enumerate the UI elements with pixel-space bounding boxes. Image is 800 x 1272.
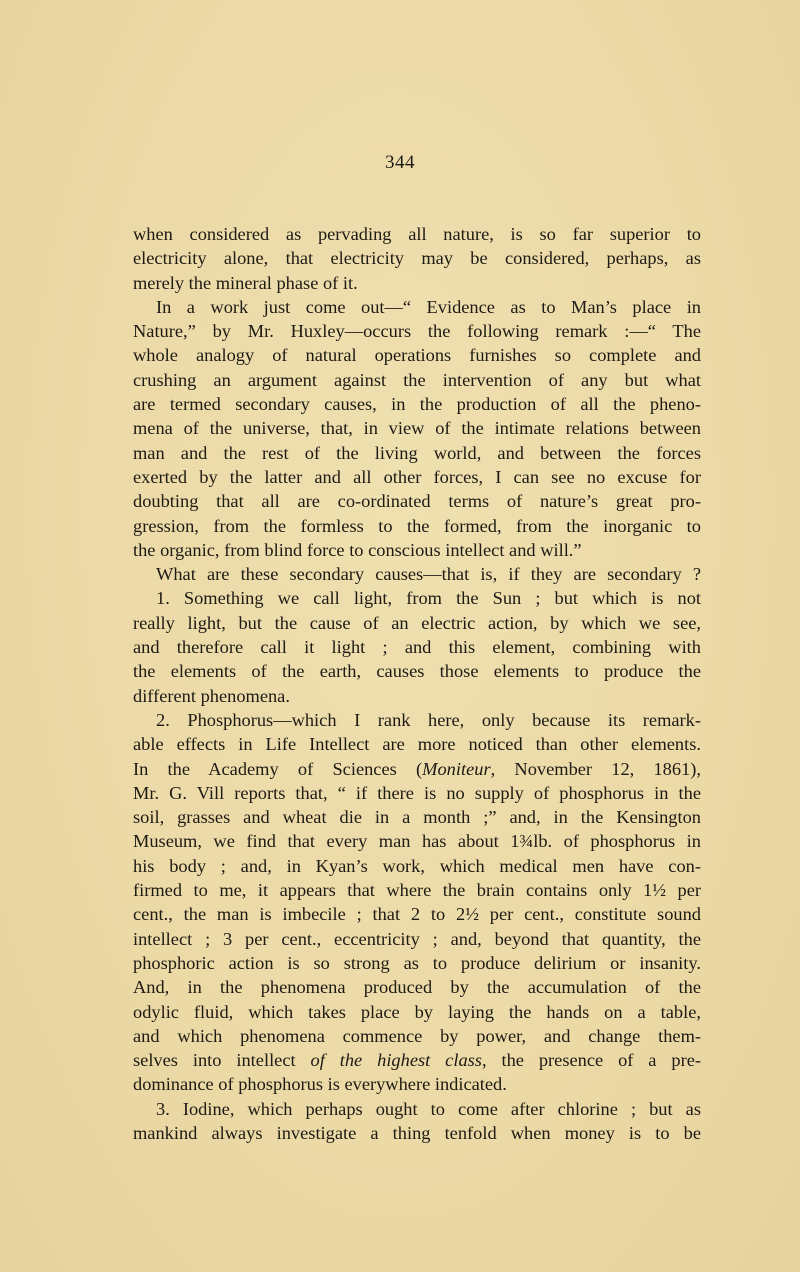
text-line: phosphoric action is so strong as to produce delirium or insanity. [133,952,701,973]
text-segment: selves into intellect [133,1050,311,1071]
text-line: cent., the man is imbecile ; that 2 to 2½ per cent., constitute sound [133,904,701,925]
text-line: whole analogy of natural operations furnishes so complete and [133,345,701,366]
text-line: are termed secondary causes, in the production of all the pheno- [133,394,701,415]
text-line: electricity alone, that electricity may be considered, perhaps, as [133,248,701,269]
text-line: really light, but the cause of an electric action, by which we see, [133,612,701,633]
text-line: and therefore call it light ; and this element, combining with [133,637,701,658]
text-segment: , the presence of a pre- [481,1050,701,1071]
text-line: the organic, from blind force to conscious intellect and will.” [133,539,582,560]
text-line: And, in the phenomena produced by the accumulation of the [133,977,701,998]
text-line: firmed to me, it appears that where the brain contains only 1½ per [133,880,701,901]
text-line: odylic fluid, which takes place by laying the hands on a table, [133,1001,701,1022]
text-line: merely the mineral phase of it. [133,272,358,293]
text-line: 1. Something we call light, from the Sun ; but which is not [156,588,701,609]
text-line: crushing an argument against the intervention of any but what [133,369,701,390]
text-line: Museum, we find that every man has about 1¾lb. of phosphorus in [133,831,701,852]
text-line: mankind always investigate a thing tenfold when money is to be [133,1122,701,1143]
text-line: dominance of phosphorus is everywhere indicated. [133,1074,507,1095]
body-text [133,222,701,1145]
text-line: Mr. G. Vill reports that, “ if there is no supply of phosphorus in the [133,782,701,803]
text-line: soil, grasses and wheat die in a month ;” and, in the Kensington [133,807,701,828]
text-segment: , November 12, 1861), [490,758,701,779]
text-line: intellect ; 3 per cent., eccentricity ; and, beyond that quantity, the [133,928,701,949]
text-line: In a work just come out—“ Evidence as to Man’s place in [156,296,701,317]
italic-segment: Moniteur [422,758,491,779]
text-line: his body ; and, in Kyan’s work, which medical men have con- [133,855,701,876]
text-line: able effects in Life Intellect are more noticed than other elements. [133,734,701,755]
text-line: different phenomena. [133,685,290,706]
text-line: What are these secondary causes—that is, if they are secondary ? [156,564,701,585]
text-line: the elements of the earth, causes those elements to produce the [133,661,701,682]
italic-segment: of the highest class [310,1050,482,1071]
text-line: 2. Phosphorus—which I rank here, only because its remark- [156,709,701,730]
text-line: man and the rest of the living world, and between the forces [133,442,701,463]
text-line: 3. Iodine, which perhaps ought to come after chlorine ; but as [156,1098,701,1119]
text-line: mena of the universe, that, in view of the intimate relations between [133,418,701,439]
text-segment: In the Academy of Sciences ( [133,758,423,779]
page-number: 344 [385,152,415,173]
text-line: doubting that all are co-ordinated terms of nature’s great pro- [133,491,701,512]
text-line: when considered as pervading all nature, is so far superior to [133,224,701,244]
text-line: and which phenomena commence by power, and change them- [133,1025,701,1046]
text-line: gression, from the formless to the formed, from the inorganic to [133,515,701,536]
text-line: exerted by the latter and all other forces, I can see no excuse for [133,466,701,487]
text-line: Nature,” by Mr. Huxley—occurs the following remark :—“ The [133,321,701,342]
text-line [133,1048,701,1072]
text-line [133,757,701,781]
